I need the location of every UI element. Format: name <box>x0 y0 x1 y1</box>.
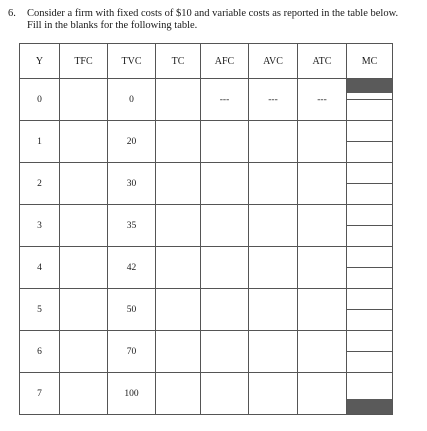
mc-cell-lines <box>347 79 392 120</box>
header-atc: ATC <box>298 44 347 79</box>
cell-y: 2 <box>20 163 60 205</box>
cell-tc[interactable] <box>156 79 201 121</box>
cell-avc: --- <box>249 79 298 121</box>
header-mc: MC <box>347 44 393 79</box>
cell-mc[interactable] <box>347 205 393 247</box>
cell-afc[interactable] <box>201 121 249 163</box>
cell-tvc: 35 <box>108 205 156 247</box>
cell-mc[interactable] <box>347 373 393 415</box>
table-body <box>20 79 393 415</box>
cell-tvc: 70 <box>108 331 156 373</box>
cell-afc[interactable] <box>201 373 249 415</box>
cell-atc[interactable] <box>298 121 347 163</box>
mc-cell-lines <box>347 163 392 204</box>
cost-table <box>19 43 393 415</box>
cell-tvc: 50 <box>108 289 156 331</box>
cell-tc[interactable] <box>156 121 201 163</box>
mc-cell-lines <box>347 205 392 246</box>
cell-afc[interactable] <box>201 289 249 331</box>
cell-afc[interactable] <box>201 247 249 289</box>
cell-y: 7 <box>20 373 60 415</box>
question-text <box>8 8 420 32</box>
cell-atc[interactable] <box>298 247 347 289</box>
cell-tc[interactable] <box>156 247 201 289</box>
cell-mc[interactable] <box>347 163 393 205</box>
cell-mc[interactable] <box>347 331 393 373</box>
cell-y: 1 <box>20 121 60 163</box>
table-row <box>20 373 393 415</box>
table-row <box>20 289 393 331</box>
cell-atc: --- <box>298 79 347 121</box>
cell-avc[interactable] <box>249 247 298 289</box>
cell-tfc[interactable] <box>60 331 108 373</box>
cell-tvc: 42 <box>108 247 156 289</box>
cell-avc[interactable] <box>249 121 298 163</box>
cell-tfc[interactable] <box>60 205 108 247</box>
question-number: 6. <box>8 8 16 19</box>
table-row <box>20 205 393 247</box>
cell-avc[interactable] <box>249 289 298 331</box>
cell-afc: --- <box>201 79 249 121</box>
cell-tc[interactable] <box>156 331 201 373</box>
cell-atc[interactable] <box>298 163 347 205</box>
cell-y: 4 <box>20 247 60 289</box>
cell-mc[interactable] <box>347 247 393 289</box>
cell-tfc[interactable] <box>60 373 108 415</box>
mc-cell-lines <box>347 289 392 330</box>
header-tfc: TFC <box>60 44 108 79</box>
mc-shaded-bottom <box>347 399 392 414</box>
cell-atc[interactable] <box>298 331 347 373</box>
mc-cell-lines <box>347 373 392 414</box>
cell-tc[interactable] <box>156 289 201 331</box>
cell-y: 6 <box>20 331 60 373</box>
cell-afc[interactable] <box>201 163 249 205</box>
cell-atc[interactable] <box>298 373 347 415</box>
cell-tc[interactable] <box>156 205 201 247</box>
cell-tfc[interactable] <box>60 289 108 331</box>
cell-avc[interactable] <box>249 373 298 415</box>
mc-cell-lines <box>347 247 392 288</box>
table-row <box>20 163 393 205</box>
cell-tvc: 20 <box>108 121 156 163</box>
header-y: Y <box>20 44 60 79</box>
cell-tc[interactable] <box>156 373 201 415</box>
cell-mc[interactable] <box>347 289 393 331</box>
cell-tc[interactable] <box>156 163 201 205</box>
cell-tfc[interactable] <box>60 163 108 205</box>
cell-atc[interactable] <box>298 205 347 247</box>
cell-afc[interactable] <box>201 205 249 247</box>
cell-tfc[interactable] <box>60 79 108 121</box>
cell-avc[interactable] <box>249 331 298 373</box>
question-line-2: Fill in the blanks for the following table. <box>27 20 198 31</box>
cell-avc[interactable] <box>249 205 298 247</box>
header-avc: AVC <box>249 44 298 79</box>
cell-y: 5 <box>20 289 60 331</box>
cell-tvc: 100 <box>108 373 156 415</box>
cell-tfc[interactable] <box>60 121 108 163</box>
cell-y: 3 <box>20 205 60 247</box>
header-afc: AFC <box>201 44 249 79</box>
header-row <box>20 44 393 79</box>
cell-y: 0 <box>20 79 60 121</box>
mc-cell-lines <box>347 121 392 162</box>
table-row <box>20 331 393 373</box>
table-row <box>20 247 393 289</box>
cell-mc[interactable] <box>347 79 393 121</box>
cell-tvc: 30 <box>108 163 156 205</box>
header-tc: TC <box>156 44 201 79</box>
question-line-1: Consider a firm with fixed costs of $10 and variable costs as reported in the table below. <box>27 8 399 19</box>
cell-mc[interactable] <box>347 121 393 163</box>
cell-tvc: 0 <box>108 79 156 121</box>
header-tvc: TVC <box>108 44 156 79</box>
mc-shaded-top <box>347 79 392 93</box>
cell-tfc[interactable] <box>60 247 108 289</box>
table-row <box>20 121 393 163</box>
mc-cell-lines <box>347 331 392 372</box>
cell-atc[interactable] <box>298 289 347 331</box>
cell-afc[interactable] <box>201 331 249 373</box>
table-row <box>20 79 393 121</box>
cell-avc[interactable] <box>249 163 298 205</box>
